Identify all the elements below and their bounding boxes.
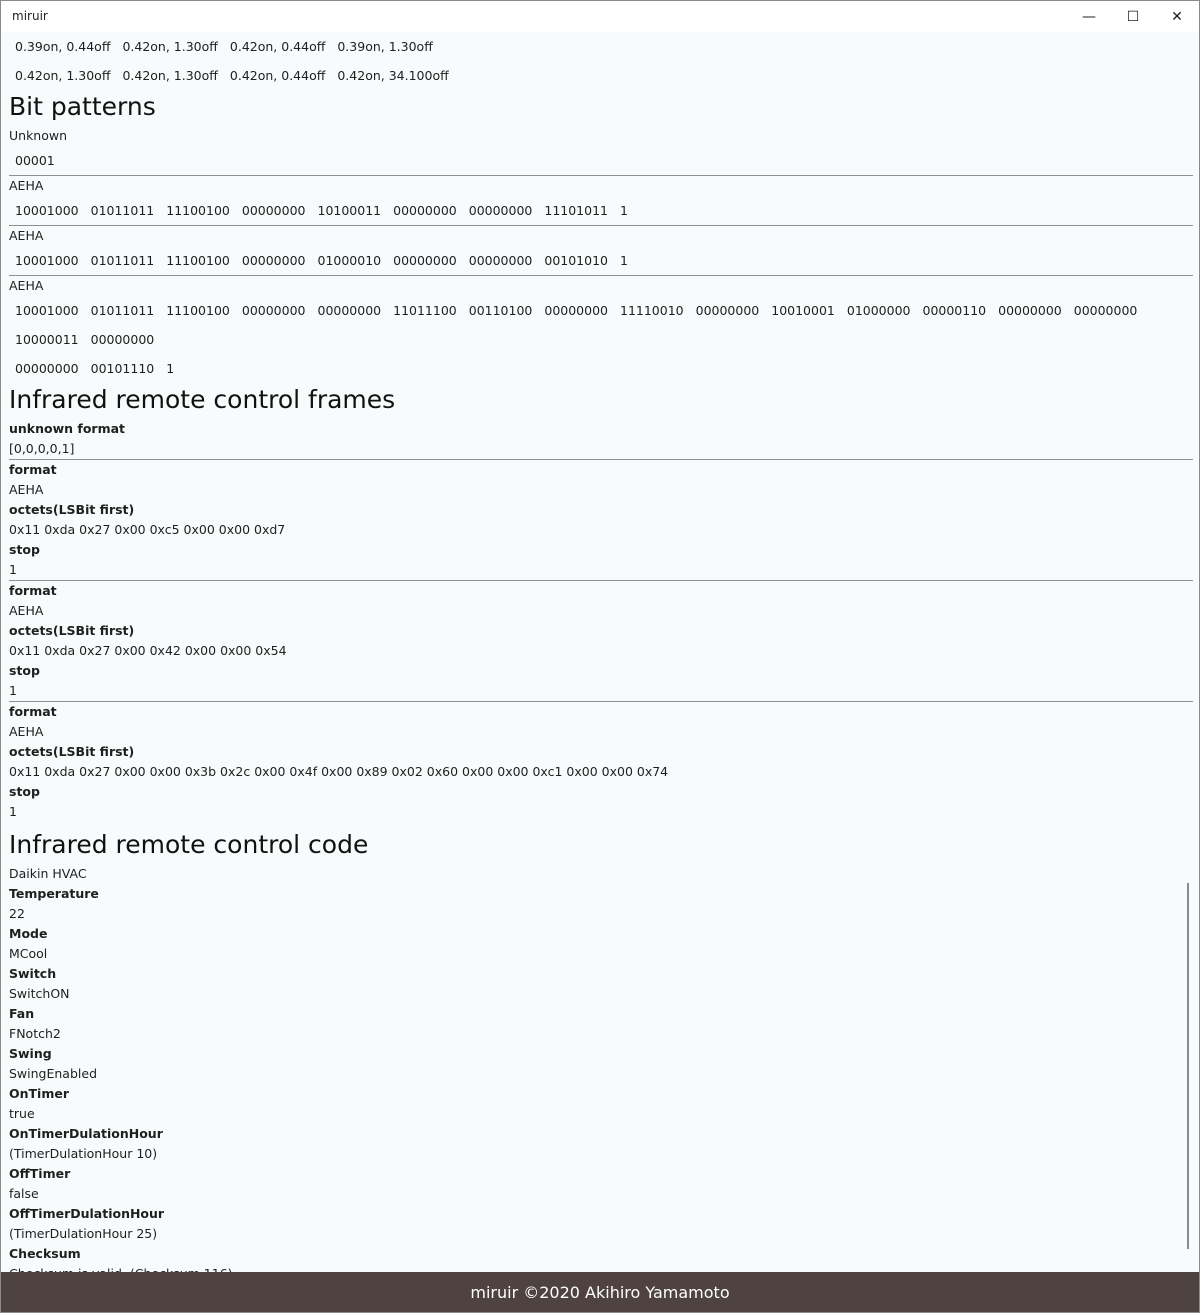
bit-octet: 00000000 [90, 332, 155, 347]
field-value: SwingEnabled [9, 1066, 98, 1081]
field-label: Mode [9, 926, 48, 941]
octets-label: octets(LSBit first) [9, 502, 135, 517]
bit-octet: 10001000 [15, 303, 79, 318]
pulse-pair: 0.42on, 34.100off [337, 68, 449, 83]
bit-octet: 00001 [15, 153, 55, 168]
window-title: miruir [12, 9, 48, 23]
octets-label: octets(LSBit first) [9, 744, 135, 759]
bit-octet: 10001000 [15, 253, 79, 268]
pulse-pair: 0.39on, 1.30off [337, 39, 433, 54]
unknown-format-value: [0,0,0,0,1] [9, 441, 75, 456]
field-label: Swing [9, 1046, 52, 1061]
bit-octet: 00000000 [393, 203, 457, 218]
format-label: format [9, 583, 57, 598]
bit-octet: 11101011 [544, 203, 608, 218]
bit-pattern-row [9, 146, 1193, 175]
stop-value: 1 [9, 562, 17, 577]
bit-octet: 1 [620, 203, 628, 218]
field-value: FNotch2 [9, 1026, 61, 1041]
bit-octet: 1 [166, 361, 175, 376]
octets-value: 0x11 0xda 0x27 0x00 0x42 0x00 0x00 0x54 [9, 643, 287, 658]
bit-octet: 10100011 [317, 203, 382, 218]
bit-octet: 00000000 [393, 253, 457, 268]
stop-label: stop [9, 663, 40, 678]
bit-octet: 01000010 [317, 253, 382, 268]
field-value: 22 [9, 906, 25, 921]
field-label: Temperature [9, 886, 99, 901]
bit-octet: 00000000 [317, 303, 382, 318]
bit-octet: 10001000 [15, 203, 79, 218]
bit-octet: 00000000 [998, 303, 1062, 318]
bit-octet: 00000110 [922, 303, 987, 318]
field-value: true [9, 1106, 35, 1121]
bit-pattern-format: AEHA [9, 228, 44, 243]
pulse-pair: 0.42on, 1.30off [122, 68, 218, 83]
bit-octet: 11100100 [166, 303, 230, 318]
unknown-format-label: unknown format [9, 421, 126, 436]
bit-pattern-row [9, 354, 1193, 383]
bit-pattern-format: Unknown [9, 128, 68, 143]
bit-octet: 00000000 [468, 203, 533, 218]
pulse-pair: 0.42on, 0.44off [229, 39, 326, 54]
bit-octet: 1 [620, 253, 628, 268]
bit-pattern-row [9, 246, 1193, 275]
field-label: OffTimer [9, 1166, 71, 1181]
bit-octet: 10000011 [15, 332, 79, 347]
bit-octet: 01011011 [90, 203, 155, 218]
bit-octet: 01011011 [90, 303, 155, 318]
field-label: Fan [9, 1006, 35, 1021]
pulse-pair: 0.39on, 0.44off [15, 39, 111, 54]
bit-octet: 00101110 [90, 361, 155, 376]
maximize-icon: ☐ [1126, 8, 1140, 25]
format-value: AEHA [9, 482, 44, 497]
field-value: (TimerDulationHour 10) [9, 1146, 158, 1161]
title-bar[interactable] [1, 1, 1199, 32]
bit-octet: 01011011 [90, 253, 155, 268]
minimize-button[interactable] [1067, 1, 1111, 32]
field-value: (TimerDulationHour 25) [9, 1226, 158, 1241]
octets-value: 0x11 0xda 0x27 0x00 0x00 0x3b 0x2c 0x00 0x4f 0x00 0x89 0x02 0x60 0x00 0x00 0xc1 0x00 0x00 0x74 [9, 764, 669, 779]
close-button[interactable] [1155, 1, 1199, 32]
bit-octet: 00000000 [15, 361, 79, 376]
field-value: SwitchON [9, 986, 70, 1001]
scroll-content[interactable] [1, 32, 1199, 1272]
bit-pattern-group [9, 276, 1193, 383]
bit-octet: 00000000 [695, 303, 760, 318]
octets-label: octets(LSBit first) [9, 623, 135, 638]
octets-value: 0x11 0xda 0x27 0x00 0xc5 0x00 0x00 0xd7 [9, 522, 286, 537]
bit-octet: 00000000 [468, 253, 533, 268]
bit-octet: 10010001 [771, 303, 835, 318]
footer [1, 1272, 1199, 1312]
pulse-row-2 [9, 61, 1193, 90]
frame-item [9, 460, 1193, 580]
field-value: false [9, 1186, 39, 1201]
bit-pattern-group [9, 226, 1193, 275]
field-label: Checksum [9, 1246, 81, 1261]
vertical-scrollbar[interactable] [1187, 883, 1189, 1249]
stop-label: stop [9, 542, 40, 557]
pulse-row-1 [9, 32, 1193, 61]
bit-pattern-group [9, 126, 1193, 175]
stop-label: stop [9, 784, 40, 799]
bit-octet: 00000000 [241, 253, 306, 268]
bit-octet: 11100100 [166, 203, 230, 218]
bit-octet: 00101010 [544, 253, 608, 268]
minimize-icon: — [1082, 8, 1096, 25]
field-value: MCool [9, 946, 48, 961]
code-heading: Infrared remote control code [9, 830, 369, 859]
footer-text: miruir ©2020 Akihiro Yamamoto [470, 1282, 730, 1302]
bit-pattern-format: AEHA [9, 178, 44, 193]
bit-octet: 11110010 [620, 303, 684, 318]
field-label: OnTimerDulationHour [9, 1126, 163, 1141]
bit-pattern-group [9, 176, 1193, 225]
bit-octet: 00000000 [241, 303, 306, 318]
format-label: format [9, 704, 57, 719]
bit-octet: 11011100 [393, 303, 457, 318]
bit-pattern-row [9, 296, 1193, 354]
close-icon: ✕ [1171, 8, 1183, 25]
bit-octet: 00000000 [1073, 303, 1138, 318]
bit-octet: 00000000 [241, 203, 306, 218]
device-name: Daikin HVAC [9, 866, 87, 881]
frames-heading: Infrared remote control frames [9, 385, 396, 414]
pulse-pair: 0.42on, 1.30off [122, 39, 218, 54]
stop-value: 1 [9, 804, 17, 819]
format-value: AEHA [9, 724, 44, 739]
frame-item [9, 702, 1193, 822]
pulse-pair: 0.42on, 1.30off [15, 68, 111, 83]
bit-pattern-row [9, 196, 1193, 225]
field-label: OffTimerDulationHour [9, 1206, 165, 1221]
bit-octet: 00000000 [544, 303, 608, 318]
maximize-button[interactable] [1111, 1, 1155, 32]
stop-value: 1 [9, 683, 17, 698]
pulse-pair: 0.42on, 0.44off [229, 68, 326, 83]
bit-octet: 01000000 [846, 303, 911, 318]
bit-patterns-heading: Bit patterns [9, 92, 156, 121]
bit-octet: 11100100 [166, 253, 230, 268]
bit-pattern-format: AEHA [9, 278, 44, 293]
frame-item [9, 581, 1193, 701]
format-label: format [9, 462, 57, 477]
bit-octet: 00110100 [468, 303, 533, 318]
field-label: OnTimer [9, 1086, 70, 1101]
format-value: AEHA [9, 603, 44, 618]
field-label: Switch [9, 966, 57, 981]
